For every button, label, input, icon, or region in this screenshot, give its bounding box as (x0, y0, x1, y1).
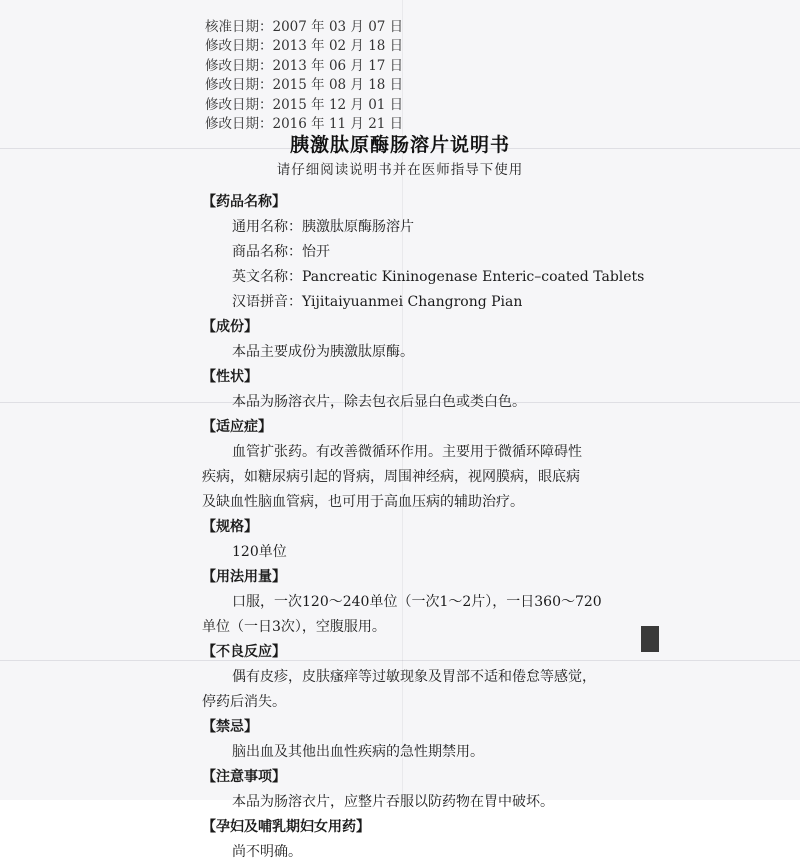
indications-line: 血管扩张药。有改善微循环作用。主要用于微循环障碍性 (232, 444, 582, 460)
dosage-line: 单位（一日3次），空腹服用。 (202, 619, 386, 635)
section-heading-indications: 【适应症】 (202, 419, 272, 435)
trade-name: 商品名称：怡开 (232, 244, 330, 260)
section-heading-composition: 【成份】 (202, 319, 258, 335)
approval-date: 核准日期：2007 年 03 月 07 日 (205, 19, 404, 35)
revision-date: 修改日期：2016 年 11 月 21 日 (205, 116, 404, 133)
precautions-text: 本品为肠溶衣片，应整片吞服以防药物在胃中破坏。 (232, 794, 554, 810)
dosage-line: 口服，一次120～240单位（一次1～2片），一日360～720 (232, 594, 602, 610)
revision-date: 修改日期：2015 年 12 月 01 日 (205, 96, 404, 113)
revision-date: 修改日期：2013 年 06 月 17 日 (205, 57, 404, 74)
revision-date: 修改日期：2013 年 02 月 18 日 (205, 38, 404, 55)
pinyin-name: 汉语拼音：Yijitaiyuanmei Changrong Pian (232, 294, 523, 310)
indications-line: 及缺血性脑血管病，也可用于高血压病的辅助治疗。 (202, 494, 524, 510)
section-heading-precautions: 【注意事项】 (202, 769, 286, 785)
revision-dates (205, 18, 403, 134)
section-heading-contraindications: 【禁忌】 (202, 719, 258, 735)
adverse-line: 停药后消失。 (202, 694, 286, 710)
section-heading-dosage: 【用法用量】 (202, 569, 286, 585)
section-heading-name: 【药品名称】 (202, 194, 286, 210)
edge-mark (641, 626, 659, 652)
spec-text: 120单位 (232, 544, 287, 560)
section-heading-appearance: 【性状】 (202, 369, 258, 385)
english-name: 英文名称：Pancreatic Kininogenase Enteric–coated Tablets (232, 269, 645, 285)
adverse-line: 偶有皮疹，皮肤瘙痒等过敏现象及胃部不适和倦怠等感觉， (232, 669, 596, 685)
section-heading-pregnancy: 【孕妇及哺乳期妇女用药】 (202, 819, 370, 835)
document-title: 胰激肽原酶肠溶片说明书 (289, 134, 510, 156)
pregnancy-text: 尚不明确。 (232, 844, 302, 860)
section-heading-spec: 【规格】 (202, 519, 258, 535)
appearance-text: 本品为肠溶衣片，除去包衣后显白色或类白色。 (232, 394, 526, 410)
indications-line: 疾病，如糖尿病引起的肾病，周围神经病，视网膜病，眼底病 (202, 469, 580, 485)
revision-date: 修改日期：2015 年 08 月 18 日 (205, 77, 404, 94)
leaflet-content (202, 190, 645, 865)
document-subtitle: 请仔细阅读说明书并在医师指导下使用 (276, 162, 524, 178)
generic-name: 通用名称：胰激肽原酶肠溶片 (232, 219, 414, 235)
composition-text: 本品主要成份为胰激肽原酶。 (232, 344, 414, 360)
contraindications-text: 脑出血及其他出血性疾病的急性期禁用。 (232, 744, 484, 760)
section-heading-adverse: 【不良反应】 (202, 644, 286, 660)
